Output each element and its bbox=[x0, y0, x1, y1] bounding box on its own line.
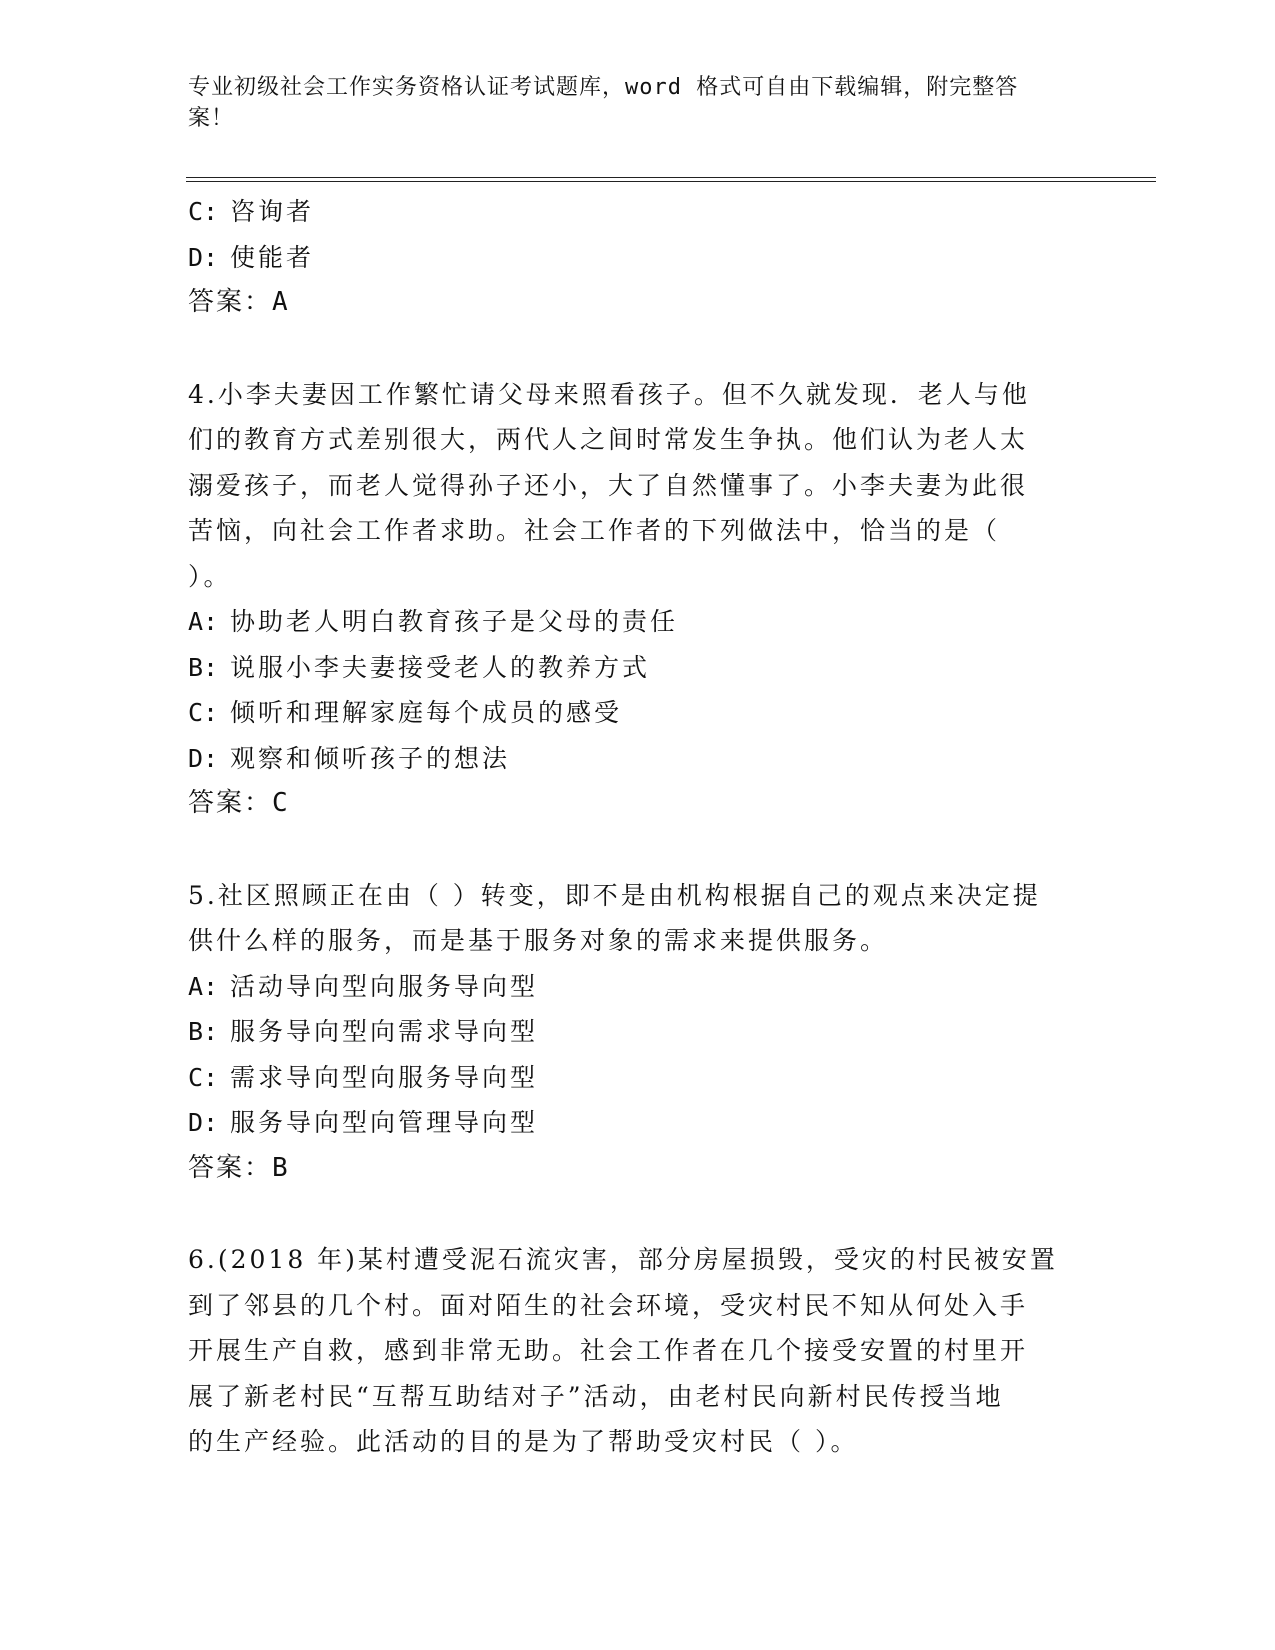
question-5 bbox=[188, 873, 1068, 1192]
option-b: B: 说服小李夫妻接受老人的教养方式 bbox=[188, 652, 651, 682]
question-text-line: 到了邻县的几个村。面对陌生的社会环境，受灾村民不知从何处入手 bbox=[188, 1290, 1029, 1320]
question-text-line: ）。 bbox=[188, 561, 232, 591]
option-d: D: 观察和倾听孩子的想法 bbox=[188, 743, 511, 773]
answer-line: 答案：A bbox=[188, 287, 290, 317]
question-content bbox=[188, 189, 1088, 1465]
question-3-tail bbox=[188, 189, 1088, 326]
question-text-line: 溺爱孩子，而老人觉得孙子还小，大了自然懂事了。小李夫妻为此很 bbox=[188, 470, 1029, 500]
option-a: A: 活动导向型向服务导向型 bbox=[188, 971, 539, 1001]
option-c: C: 需求导向型向服务导向型 bbox=[188, 1062, 539, 1092]
question-text-line: 4.小李夫妻因工作繁忙请父母来照看孩子。但不久就发现．老人与他 bbox=[188, 379, 1030, 409]
question-text-line: 6.(2018 年)某村遭受泥石流灾害，部分房屋损毁，受灾的村民被安置 bbox=[188, 1245, 1058, 1274]
header-line-1: 专业初级社会工作实务资格认证考试题库，word 格式可自由下载编辑，附完整答 bbox=[188, 75, 1019, 100]
question-text-line: 开展生产自救，感到非常无助。社会工作者在几个接受安置的村里开 bbox=[188, 1336, 1029, 1365]
option-d: D: 使能者 bbox=[188, 242, 315, 272]
page-header bbox=[188, 72, 1068, 134]
option-c: C: 倾听和理解家庭每个成员的感受 bbox=[188, 698, 623, 727]
answer-line: 答案：C bbox=[188, 788, 290, 818]
question-text-line: 展了新老村民“互帮互助结对子”活动，由老村民向新村民传授当地 bbox=[188, 1381, 1004, 1411]
question-text-line: 5.社区照顾正在由（ ）转变，即不是由机构根据自己的观点来决定提 bbox=[188, 880, 1041, 910]
option-d: D: 服务导向型向管理导向型 bbox=[188, 1108, 539, 1137]
question-text-line: 供什么样的服务，而是基于服务对象的需求来提供服务。 bbox=[188, 926, 889, 955]
option-c: C: 咨询者 bbox=[188, 197, 315, 226]
question-text-line: 们的教育方式差别很大，两代人之间时常发生争执。他们认为老人太 bbox=[188, 425, 1029, 454]
header-line-2: 案！ bbox=[188, 106, 235, 131]
question-text-line: 苦恼，向社会工作者求助。社会工作者的下列做法中，恰当的是（ bbox=[188, 516, 1001, 545]
question-text-line: 的生产经验。此活动的目的是为了帮助受灾村民（ ）。 bbox=[188, 1427, 859, 1456]
header-divider-bottom bbox=[186, 181, 1156, 182]
question-4 bbox=[188, 372, 1068, 827]
option-a: A: 协助老人明白教育孩子是父母的责任 bbox=[188, 607, 679, 636]
answer-line: 答案：B bbox=[188, 1152, 290, 1183]
header-divider-top bbox=[186, 177, 1156, 178]
option-b: B: 服务导向型向需求导向型 bbox=[188, 1017, 539, 1046]
question-6 bbox=[188, 1237, 1068, 1465]
